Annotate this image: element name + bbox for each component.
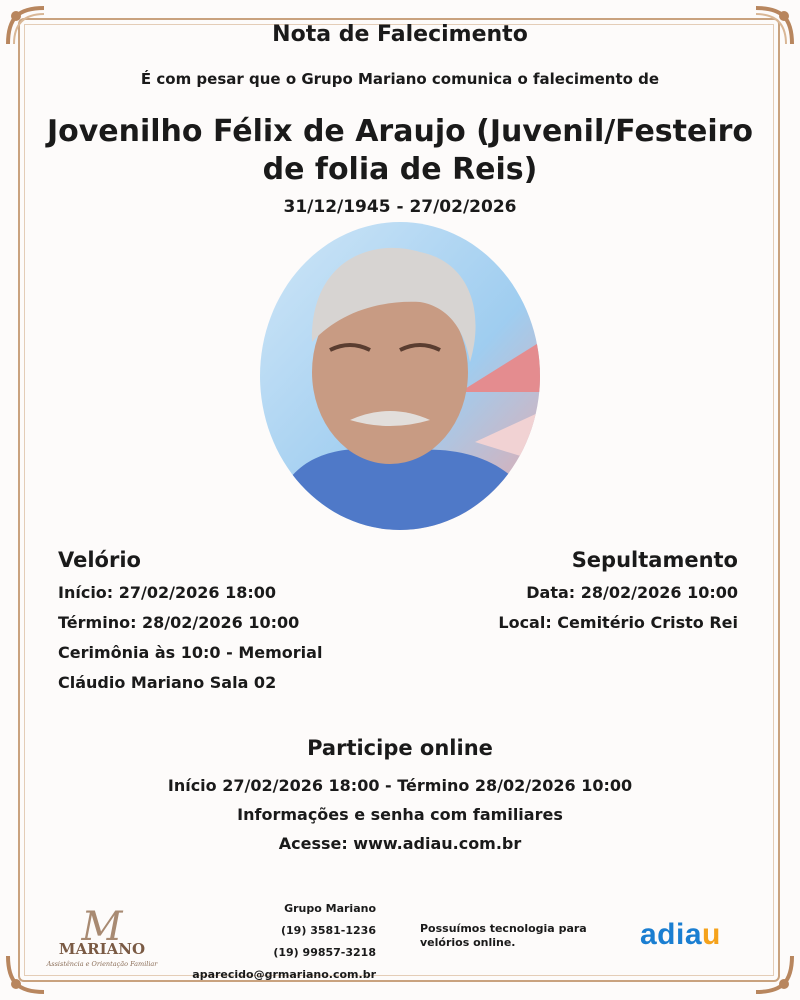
- adiau-logo-accent: u: [702, 918, 721, 951]
- corner-ornament-icon: [4, 950, 50, 996]
- sepultamento-location: Local: Cemitério Cristo Rei: [498, 613, 738, 632]
- company-name: Grupo Mariano: [284, 902, 376, 915]
- notice-title: Nota de Falecimento: [272, 22, 528, 47]
- contact-email[interactable]: aparecido@grmariano.com.br: [192, 968, 376, 981]
- sepultamento-section: [418, 548, 738, 638]
- mariano-logo: [46, 904, 158, 974]
- sepultamento-heading: Sepultamento: [571, 548, 738, 572]
- velorio-heading: Velório: [58, 548, 141, 572]
- sepultamento-date: Data: 28/02/2026 10:00: [526, 583, 738, 602]
- velorio-ceremony: Cerimônia às 10:0 - Memorial Cláudio Mariano Sala 02: [58, 643, 323, 692]
- corner-ornament-icon: [750, 950, 796, 996]
- velorio-end: Término: 28/02/2026 10:00: [58, 613, 300, 632]
- adiau-logo-text: adia: [640, 918, 703, 951]
- mariano-logo-name: MARIANO: [58, 940, 146, 958]
- velorio-section: [58, 548, 378, 698]
- contact-block: [180, 898, 376, 986]
- phone-landline[interactable]: (19) 3581-1236: [281, 924, 376, 937]
- adiau-logo: [640, 918, 721, 952]
- deceased-name: Jovenilho Félix de Araujo (Juvenil/Festeiro de folia de Reis): [46, 114, 754, 187]
- life-dates: 31/12/1945 - 27/02/2026: [283, 197, 517, 217]
- phone-mobile[interactable]: (19) 99857-3218: [273, 946, 376, 959]
- online-period: Início 27/02/2026 18:00 - Término 28/02/2026 10:00: [167, 776, 633, 795]
- online-access-link[interactable]: Acesse: www.adiau.com.br: [278, 834, 522, 853]
- online-heading: Participe online: [307, 736, 493, 760]
- mariano-logo-letter: M: [81, 904, 123, 950]
- velorio-start: Início: 27/02/2026 18:00: [58, 583, 277, 602]
- online-info: Informações e senha com familiares: [237, 805, 563, 824]
- notice-intro: É com pesar que o Grupo Mariano comunica o falecimento de: [140, 70, 660, 88]
- deceased-portrait: [260, 222, 540, 530]
- mariano-logo-tagline: Assistência e Orientação Familiar: [46, 960, 158, 968]
- tech-note: Possuímos tecnologia para velórios online.: [420, 922, 587, 949]
